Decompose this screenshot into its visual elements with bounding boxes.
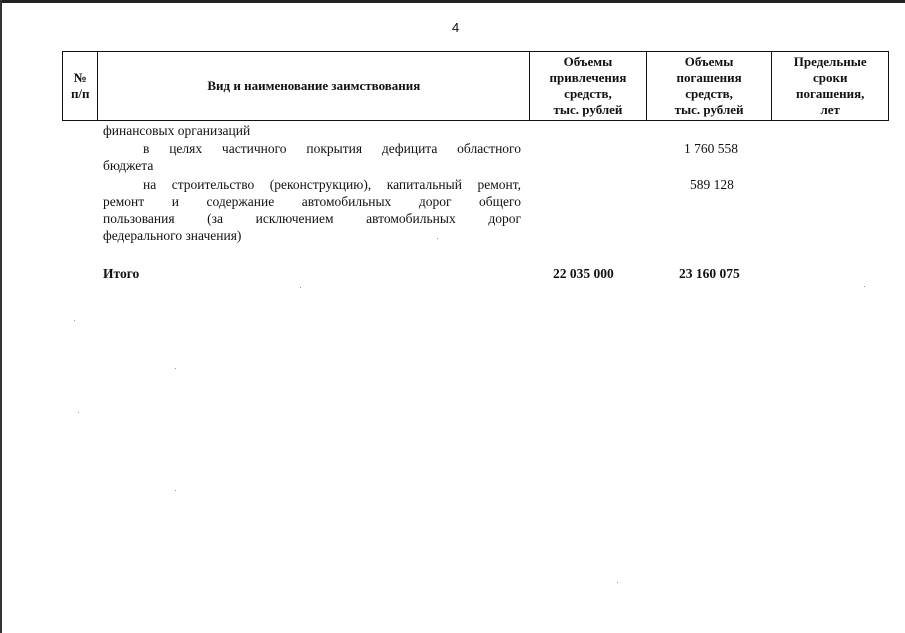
total-label: Итого [103, 266, 140, 281]
scan-speck [175, 368, 176, 369]
left-border-line [0, 0, 2, 633]
total-attraction: 22 035 000 [553, 266, 614, 281]
scan-speck [617, 582, 618, 583]
scan-speck [300, 287, 301, 288]
borrowing-table-header [62, 51, 889, 121]
header-attraction-volume: Объемы привлечения средств, тыс. рублей [530, 52, 647, 121]
table-header-row [63, 52, 889, 121]
scan-speck [74, 320, 75, 321]
scan-speck [78, 412, 79, 413]
item-deficit-coverage: в целях частичного покрытия дефицита областного бюджета [103, 141, 521, 173]
item-road-construction: на строительство (реконструкцию), капитальный ремонт, ремонт и содержание автомобильных дорог общего пользования (за исключением автомобильных дорог федерального значения) [103, 177, 521, 243]
header-repayment-terms: Предельные сроки погашения, лет [772, 52, 889, 121]
header-number: № п/п [63, 52, 98, 121]
scan-speck [437, 238, 438, 239]
top-border-line [0, 0, 905, 3]
total-repayment: 23 160 075 [679, 266, 740, 281]
item-road-repayment: 589 128 [690, 177, 734, 192]
header-borrowing-name: Вид и наименование заимствования [98, 52, 530, 121]
item-deficit-repayment: 1 760 558 [684, 141, 738, 156]
page-number: 4 [452, 20, 460, 35]
scan-speck [175, 490, 176, 491]
continuation-text: финансовых организаций [103, 123, 251, 138]
header-repayment-volume: Объемы погашения средств, тыс. рублей [646, 52, 772, 121]
scan-speck [864, 286, 865, 287]
